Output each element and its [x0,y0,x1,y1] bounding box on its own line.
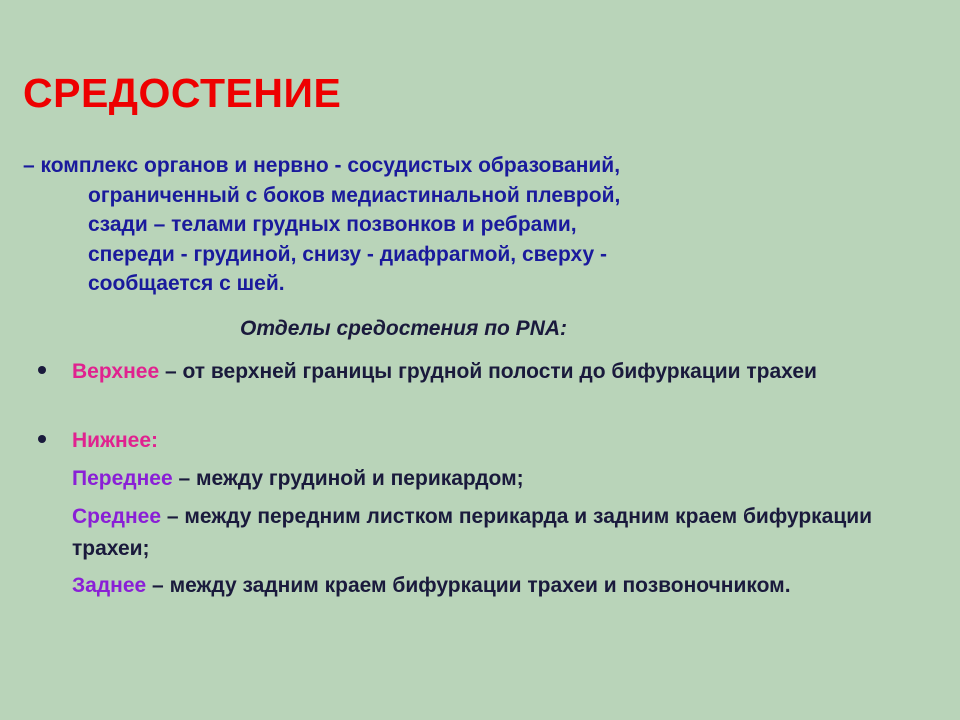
item-text: – между передним листком перикарда и задним краем бифуркации трахеи; [72,505,873,560]
item-text: – от верхней границы грудной полости до бифуркации трахеи [159,360,817,383]
term-middle: Среднее [72,505,162,528]
list-item-posterior [72,570,912,602]
list-item-upper [72,356,912,388]
slide-title: СРЕДОСТЕНИЕ [23,70,342,116]
item-text: – между задним краем бифуркации трахеи и позвоночником. [146,574,791,597]
term-anterior: Переднее [72,467,173,490]
list-item-lower [72,425,912,457]
bullet-icon [38,435,46,443]
definition-line: спереди - грудиной, снизу - диафрагмой, сверху - [88,242,607,266]
item-text: – между грудиной и перикардом; [172,467,524,490]
term-lower: Нижнее: [72,429,158,452]
definition-line: сзади – телами грудных позвонков и ребрами, [88,213,577,236]
list-item-anterior [72,463,912,495]
bullet-icon [38,366,46,374]
list-item-middle [72,501,912,565]
term-upper: Верхнее [72,360,160,383]
definition-line: ограниченный с боков медиастинальной плеврой, [88,183,621,207]
definition-text [23,151,923,299]
definition-line: – комплекс органов и нервно - сосудистых образований, [23,154,621,177]
term-posterior: Заднее [72,574,147,597]
sections-subtitle: Отделы средостения по PNA: [240,317,568,340]
definition-line: сообщается с шей. [88,272,285,295]
